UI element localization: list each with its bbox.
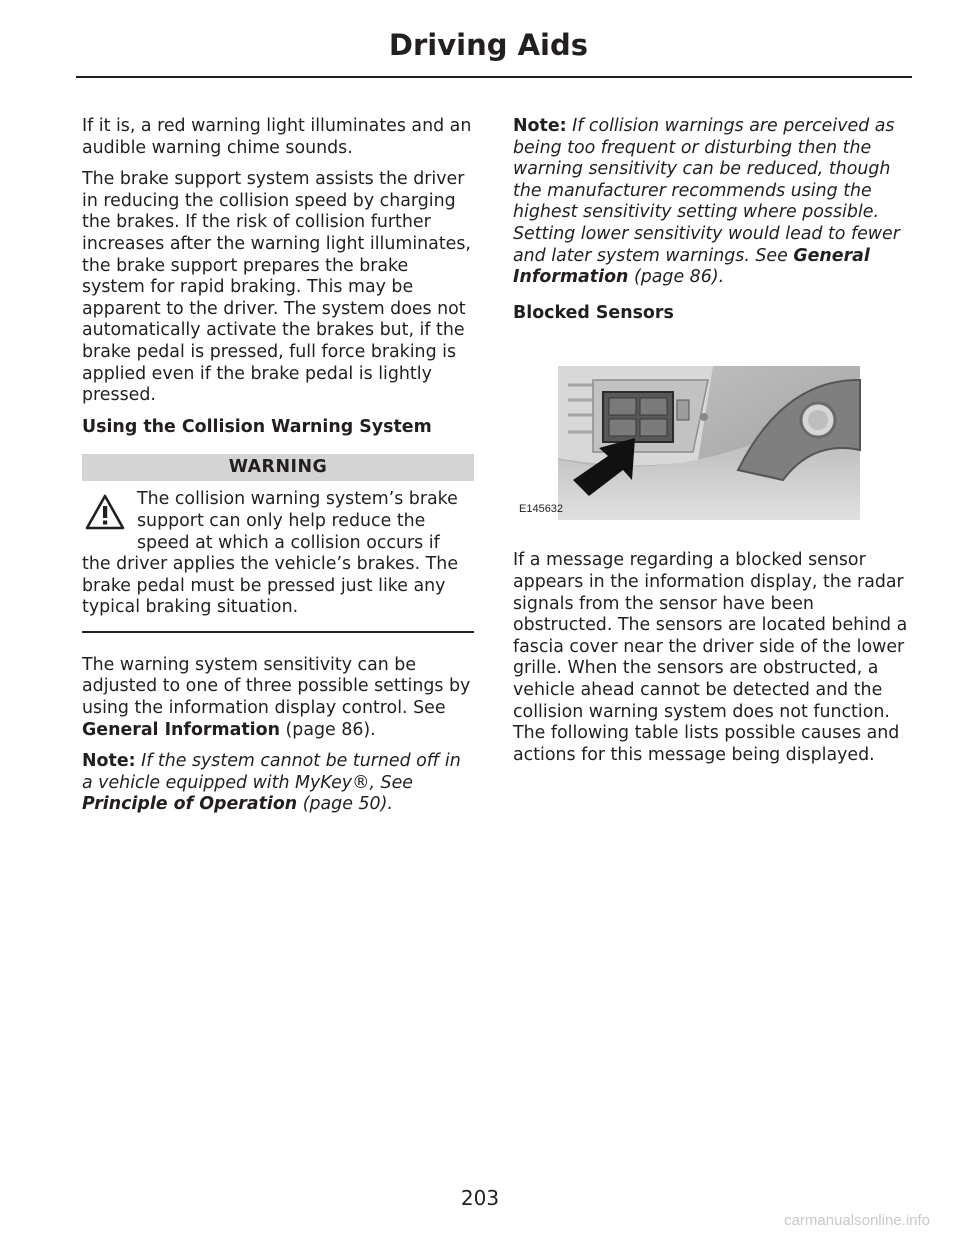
warning-text xyxy=(82,489,474,619)
section-heading-using-system: Using the Collision Warning System xyxy=(82,416,432,437)
note-label: Note: xyxy=(513,116,567,136)
warning-text-rest: the driver applies the vehicle’s brakes. The brake pedal must be pressed just like any typical braking situation. xyxy=(82,554,459,618)
paragraph-blocked-sensor: If a message regarding a blocked sensor appears in the information display, the radar signals from the sensor have been obstructed. The sensors are located behind a fascia cover near the driver side of the lower grille. When the sensors are obstructed, a vehicle ahead cannot be detected and the collision warning system does not function. The following table lists possible causes and actions for this message being displayed. xyxy=(513,550,908,765)
header-divider xyxy=(76,76,912,78)
page-ref: (page 86). xyxy=(285,719,376,740)
sensor-figure xyxy=(513,340,908,530)
left-column xyxy=(82,116,474,826)
figure-label: E145632 xyxy=(519,503,564,516)
note-text: If collision warnings are perceived as being too frequent or disturbing then the warning sensitivity can be reduced, though the manufacturer recommends using the highest sensitivity setting where possible. Setting lower sensitivity would lead to fewer and later system warnings. See xyxy=(513,116,900,266)
page-number: 203 xyxy=(460,1186,500,1210)
page-ref: (page 50). xyxy=(302,794,393,815)
page-ref: (page 86). xyxy=(633,267,725,288)
section-heading-blocked-sensors: Blocked Sensors xyxy=(513,302,674,323)
sensor-illustration xyxy=(513,340,908,530)
note-text: If the system cannot be turned off in a vehicle equipped with MyKey®, See xyxy=(82,751,461,793)
watermark: carmanualsonline.info xyxy=(784,1212,930,1229)
paragraph-warning-light: If it is, a red warning light illuminates and an audible warning chime sounds. xyxy=(82,116,472,158)
right-column xyxy=(513,116,908,776)
warning-label: WARNING xyxy=(82,454,474,481)
warning-triangle-icon xyxy=(84,493,126,531)
warning-divider xyxy=(82,631,474,633)
link-general-information[interactable]: General Information xyxy=(82,719,280,740)
note-mykey xyxy=(82,751,474,816)
note-sensitivity xyxy=(513,116,908,289)
paragraph-sensitivity xyxy=(82,655,474,741)
note-label: Note: xyxy=(82,751,136,772)
warning-body xyxy=(82,481,474,619)
sensitivity-text: The warning system sensitivity can be adjusted to one of three possible settings by using the information display control. See xyxy=(82,654,471,719)
link-general-information[interactable]: General Information xyxy=(513,245,870,288)
page-title: Driving Aids xyxy=(388,28,588,62)
paragraph-brake-support: The brake support system assists the driver in reducing the collision speed by charging the brakes. If the risk of collision further increases after the warning light illuminates, the brake support prepares the brake system for rapid braking. This may be apparent to the driver. The system does not automatically activate the brakes but, if the brake pedal is pressed, full force braking is applied even if the brake pedal is lightly pressed. xyxy=(82,169,471,406)
warning-box xyxy=(82,454,474,633)
link-principle-of-operation[interactable]: Principle of Operation xyxy=(82,794,298,815)
warning-text-first: The collision warning system’s brake support can only help reduce the speed at which a collision occurs if xyxy=(137,489,458,553)
